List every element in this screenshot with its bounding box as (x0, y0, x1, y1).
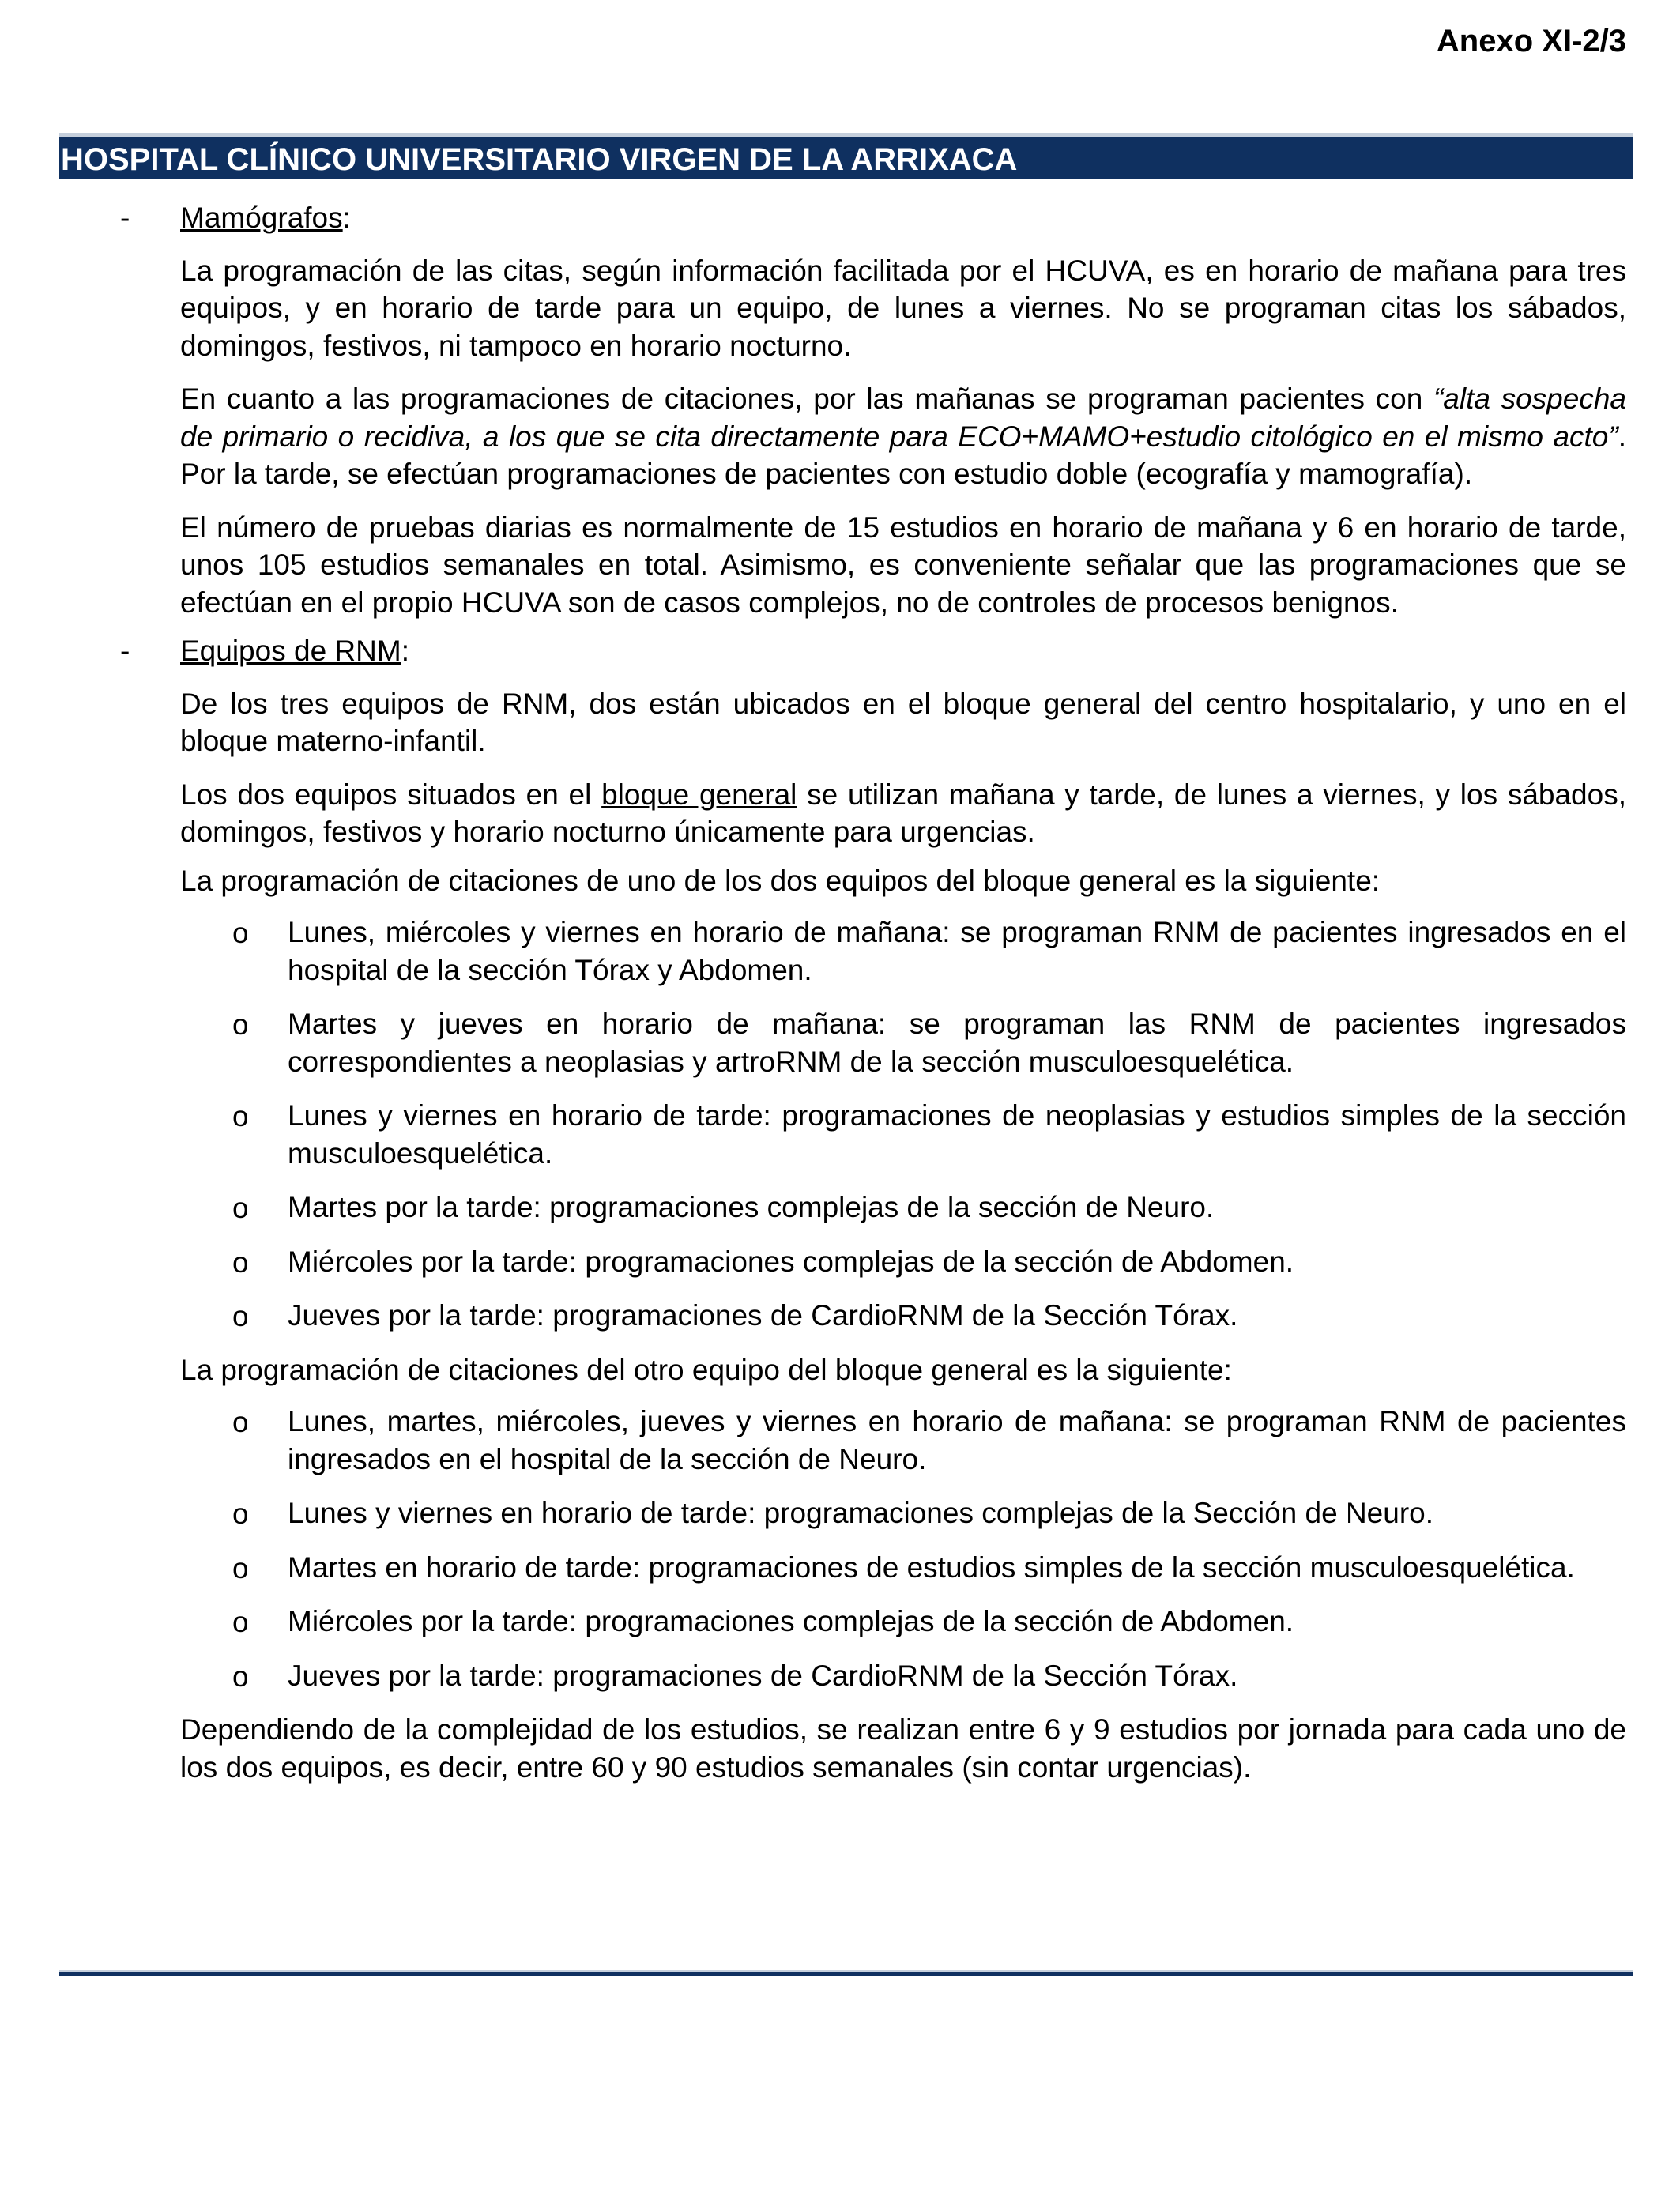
underlined-text: bloque general (601, 778, 797, 811)
list-item-text: Martes en horario de tarde: programaciones de estudios simples de la sección musculoesquelética. (288, 1550, 1575, 1584)
list-item (232, 1549, 1626, 1587)
list-item (232, 1243, 1626, 1281)
list-item (232, 1403, 1626, 1478)
list-intro: La programación de citaciones de uno de los dos equipos del bloque general es la siguiente: (180, 864, 1381, 897)
paragraph (180, 776, 1626, 851)
sub-bullet: o (232, 1606, 249, 1638)
sub-bullet: o (232, 1300, 249, 1332)
sub-bullet: o (232, 1660, 249, 1693)
list-item (232, 1005, 1626, 1080)
list-item-text: Martes por la tarde: programaciones complejas de la sección de Neuro. (288, 1191, 1215, 1223)
paragraph-text: En cuanto a las programaciones de citaciones, por las mañanas se programan pacientes con (180, 382, 1433, 415)
list-item-text: Miércoles por la tarde: programaciones complejas de la sección de Abdomen. (288, 1245, 1294, 1278)
sub-bullet: o (232, 1192, 249, 1224)
list-item (232, 1603, 1626, 1641)
sub-bullet: o (232, 1406, 249, 1438)
equipo2-schedule-list (180, 1403, 1626, 1694)
section-header-band (59, 133, 1633, 179)
paragraph-text: Los dos equipos situados en el (180, 778, 602, 811)
section-heading (180, 199, 1626, 237)
list-item (232, 914, 1626, 989)
closing-paragraph: Dependiendo de la complejidad de los estudios, se realizan entre 6 y 9 estudios por jornada para cada uno de los dos equipos, es decir, entre 60 y 90 estudios semanales (sin contar urgencias). (180, 1713, 1626, 1784)
paragraph-text: se utilizan mañana y tarde, de lunes a viernes, y los sábados, domingos, festivos y horario nocturno únicamente para urgencias. (180, 778, 1626, 848)
list-item-text: Lunes, martes, miércoles, jueves y viernes en horario de mañana: se programan RNM de pacientes ingresados en el hospital de la sección de Neuro. (288, 1405, 1626, 1475)
paragraph: De los tres equipos de RNM, dos están ubicados en el bloque general del centro hospitalario, y uno en el bloque materno-infantil. (180, 687, 1626, 757)
list-intro: La programación de citaciones del otro equipo del bloque general es la siguiente: (180, 1353, 1232, 1386)
bullet-dash: - (120, 202, 130, 234)
paragraph: La programación de las citas, según información facilitada por el HCUVA, es en horario de mañana para tres equipos, y en horario de tarde para un equipo, de lunes a viernes. No se programan citas los sábados, domingos, festivos, ni tampoco en horario nocturno. (180, 254, 1626, 362)
section-equipos-rnm (120, 632, 1626, 1786)
bullet-dash: - (120, 635, 130, 667)
list-item (232, 1097, 1626, 1172)
list-item-text: Miércoles por la tarde: programaciones complejas de la sección de Abdomen. (288, 1605, 1294, 1637)
paragraph (180, 380, 1626, 493)
sub-bullet: o (232, 917, 249, 949)
paragraph: El número de pruebas diarias es normalmente de 15 estudios en horario de mañana y 6 en horario de tarde, unos 105 estudios semanales en total. Asimismo, es conveniente señalar que las programaciones que se efectúan en el propio HCUVA son de casos complejos, no de controles de procesos benignos. (180, 511, 1626, 619)
list-item (232, 1297, 1626, 1335)
list-item (232, 1657, 1626, 1695)
sub-bullet: o (232, 1008, 249, 1041)
hospital-title: HOSPITAL CLÍNICO UNIVERSITARIO VIRGEN DE LA ARRIXACA (61, 142, 1018, 177)
annex-label: Anexo XI-2/3 (1436, 24, 1626, 58)
list-item-text: Lunes y viernes en horario de tarde: programaciones complejas de la Sección de Neuro. (288, 1497, 1433, 1529)
equipo1-schedule-list (180, 914, 1626, 1335)
section-heading-text: Mamógrafos (180, 202, 343, 234)
list-item-text: Jueves por la tarde: programaciones de CardioRNM de la Sección Tórax. (288, 1299, 1238, 1332)
sub-bullet: o (232, 1100, 249, 1132)
paragraph-text: . Por la tarde, se efectúan programaciones de pacientes con estudio doble (ecografía y mamografía). (180, 420, 1626, 490)
document-body (120, 199, 1626, 1802)
sub-bullet: o (232, 1551, 249, 1584)
section-heading-text: Equipos de RNM (180, 635, 401, 667)
section-mamografos (120, 199, 1626, 621)
list-item-text: Lunes y viernes en horario de tarde: programaciones de neoplasias y estudios simples de la sección musculoesquelética. (288, 1099, 1626, 1170)
heading-colon: : (401, 635, 409, 667)
section-heading (180, 632, 1626, 670)
heading-colon: : (342, 202, 351, 234)
list-item-text: Martes y jueves en horario de mañana: se programan las RNM de pacientes ingresados correspondientes a neoplasias y artroRNM de la sección musculoesquelética. (288, 1008, 1626, 1078)
sub-bullet: o (232, 1245, 249, 1279)
sub-bullet: o (232, 1498, 249, 1530)
list-item-text: Jueves por la tarde: programaciones de CardioRNM de la Sección Tórax. (288, 1659, 1238, 1692)
quoted-text: “alta sospecha de primario o recidiva, a los que se cita directamente para ECO+MAMO+estudio citológico en el mismo acto” (180, 382, 1626, 453)
list-item (232, 1189, 1626, 1226)
footer-rule (59, 1970, 1633, 1976)
list-item-text: Lunes, miércoles y viernes en horario de mañana: se programan RNM de pacientes ingresados en el hospital de la sección Tórax y Abdomen. (288, 916, 1626, 986)
list-item (232, 1494, 1626, 1532)
